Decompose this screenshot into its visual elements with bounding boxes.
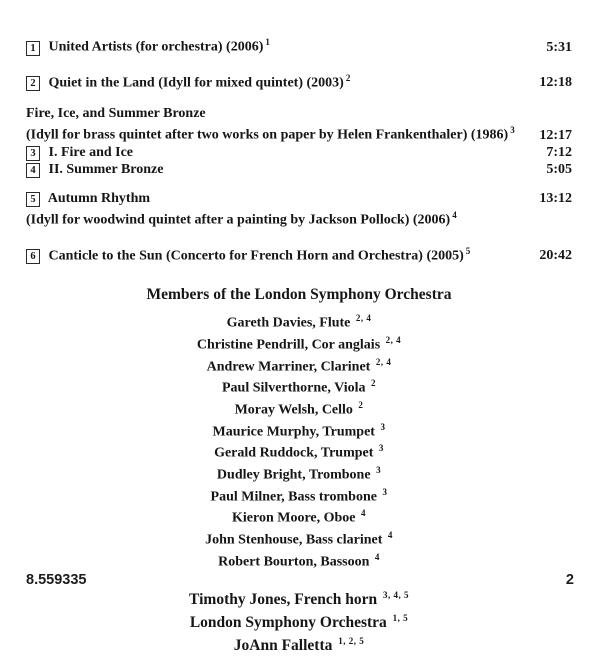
- track-number-box: 2: [26, 76, 40, 91]
- footnote-superscript: 2: [345, 72, 351, 83]
- principal-credit: [26, 609, 572, 632]
- track-title-block: [26, 243, 471, 265]
- track-row-4: [26, 161, 572, 178]
- member-name: Maurice Murphy, Trumpet: [212, 424, 375, 440]
- member-credit: [26, 462, 572, 484]
- member-credit: [26, 527, 572, 549]
- work-subtitle-block: [26, 122, 515, 144]
- footnote-superscript: 4: [452, 209, 458, 220]
- member-name: Robert Bourton, Bassoon: [218, 554, 370, 570]
- footnote-superscript: 2, 4: [385, 334, 402, 345]
- member-credit: [26, 419, 572, 441]
- catalog-number: 8.559335: [26, 572, 87, 588]
- member-name: Moray Welsh, Cello: [234, 402, 353, 418]
- track-title-block: [26, 70, 351, 92]
- footnote-superscript: 3: [510, 125, 516, 136]
- footnote-superscript: 3: [376, 464, 382, 475]
- track-row-3: [26, 144, 572, 161]
- footnote-superscript: 4: [387, 529, 393, 540]
- track-row-5: [26, 190, 572, 207]
- principal-credit: [26, 632, 572, 655]
- principal-credit: [26, 586, 572, 609]
- track-row-6: [26, 243, 572, 265]
- member-name: Gerald Ruddock, Trumpet: [214, 445, 374, 461]
- track-duration: 13:12: [539, 190, 572, 206]
- member-name: Kieron Moore, Oboe: [231, 510, 356, 526]
- member-name: Paul Milner, Bass trombone: [210, 489, 377, 505]
- work-subtitle: (Idyll for brass quintet after two works on paper by Helen Frankenthaler) (1986): [26, 127, 509, 143]
- members-list: [26, 310, 572, 570]
- member-credit: [26, 549, 572, 571]
- member-credit: [26, 505, 572, 527]
- footnote-superscript: 1, 2, 5: [338, 636, 365, 647]
- member-credit: [26, 354, 572, 376]
- track-duration: 5:31: [546, 39, 572, 55]
- credits-section: [26, 285, 572, 655]
- work-total-duration: 12:17: [539, 127, 572, 143]
- page-footer: [26, 572, 574, 588]
- track-title-block: [26, 190, 150, 207]
- member-credit: [26, 484, 572, 506]
- track-duration: 20:42: [539, 248, 572, 264]
- track-duration: 5:05: [546, 161, 572, 177]
- track-number-box: 5: [26, 192, 40, 207]
- member-credit: [26, 332, 572, 354]
- principal-name: London Symphony Orchestra: [189, 614, 387, 632]
- track-title: Autumn Rhythm: [47, 190, 151, 206]
- track-title-block: [26, 161, 163, 178]
- member-name: Dudley Bright, Trombone: [216, 467, 371, 483]
- page-number: 2: [565, 572, 574, 588]
- footnote-superscript: 2: [371, 378, 376, 389]
- work-subtitle-row: [26, 122, 572, 144]
- track-duration: 12:18: [539, 75, 572, 91]
- footnote-superscript: 5: [465, 245, 471, 256]
- footnote-superscript: 2: [358, 399, 364, 410]
- work-group-fire-ice: [26, 105, 572, 178]
- track-number-box: 4: [26, 163, 40, 178]
- footnote-superscript: 1, 5: [392, 613, 409, 624]
- track-title-block: [26, 144, 133, 161]
- track-title: II. Summer Bronze: [48, 161, 164, 177]
- member-credit: [26, 440, 572, 462]
- member-name: John Stenhouse, Bass clarinet: [205, 532, 383, 548]
- work-group-autumn-rhythm: [26, 190, 572, 229]
- track-row-1: [26, 34, 572, 56]
- member-name: Paul Silverthorne, Viola: [222, 380, 366, 396]
- member-name: Andrew Marriner, Clarinet: [206, 359, 371, 375]
- track-title: Quiet in the Land (Idyll for mixed quintet) (2003): [48, 75, 344, 91]
- footnote-superscript: 3, 4, 5: [382, 590, 409, 601]
- footnote-superscript: 4: [374, 551, 380, 562]
- principal-name: JoAnn Falletta: [233, 637, 333, 655]
- footnote-superscript: 3: [380, 421, 386, 432]
- footnote-superscript: 3: [378, 443, 384, 454]
- track-duration: 7:12: [546, 144, 572, 160]
- member-name: Gareth Davies, Flute: [226, 315, 351, 331]
- member-credit: [26, 397, 572, 419]
- track-number-box: 6: [26, 249, 40, 264]
- principals-list: [26, 586, 572, 655]
- track-number-box: 1: [26, 41, 40, 56]
- work-subtitle-block: [26, 207, 572, 229]
- track-title: Canticle to the Sun (Concerto for French Horn and Orchestra) (2005): [48, 248, 464, 264]
- track-title: United Artists (for orchestra) (2006): [48, 39, 264, 55]
- member-credit: [26, 375, 572, 397]
- members-heading: Members of the London Symphony Orchestra: [146, 286, 452, 304]
- footnote-superscript: 2, 4: [375, 356, 392, 367]
- track-title: I. Fire and Ice: [48, 144, 134, 160]
- principal-name: Timothy Jones, French horn: [189, 591, 378, 609]
- footnote-superscript: 3: [382, 486, 388, 497]
- member-name: Christine Pendrill, Cor anglais: [196, 337, 381, 353]
- track-row-2: [26, 70, 572, 92]
- work-group-title: Fire, Ice, and Summer Bronze: [26, 106, 206, 122]
- footnote-superscript: 4: [361, 508, 367, 519]
- track-number-box: 3: [26, 146, 40, 161]
- footnote-superscript: 1: [265, 37, 271, 47]
- footnote-superscript: 2, 4: [355, 313, 372, 324]
- work-subtitle: (Idyll for woodwind quintet after a painting by Jackson Pollock) (2006): [26, 212, 451, 228]
- member-credit: [26, 310, 572, 332]
- track-title-block: [26, 34, 270, 56]
